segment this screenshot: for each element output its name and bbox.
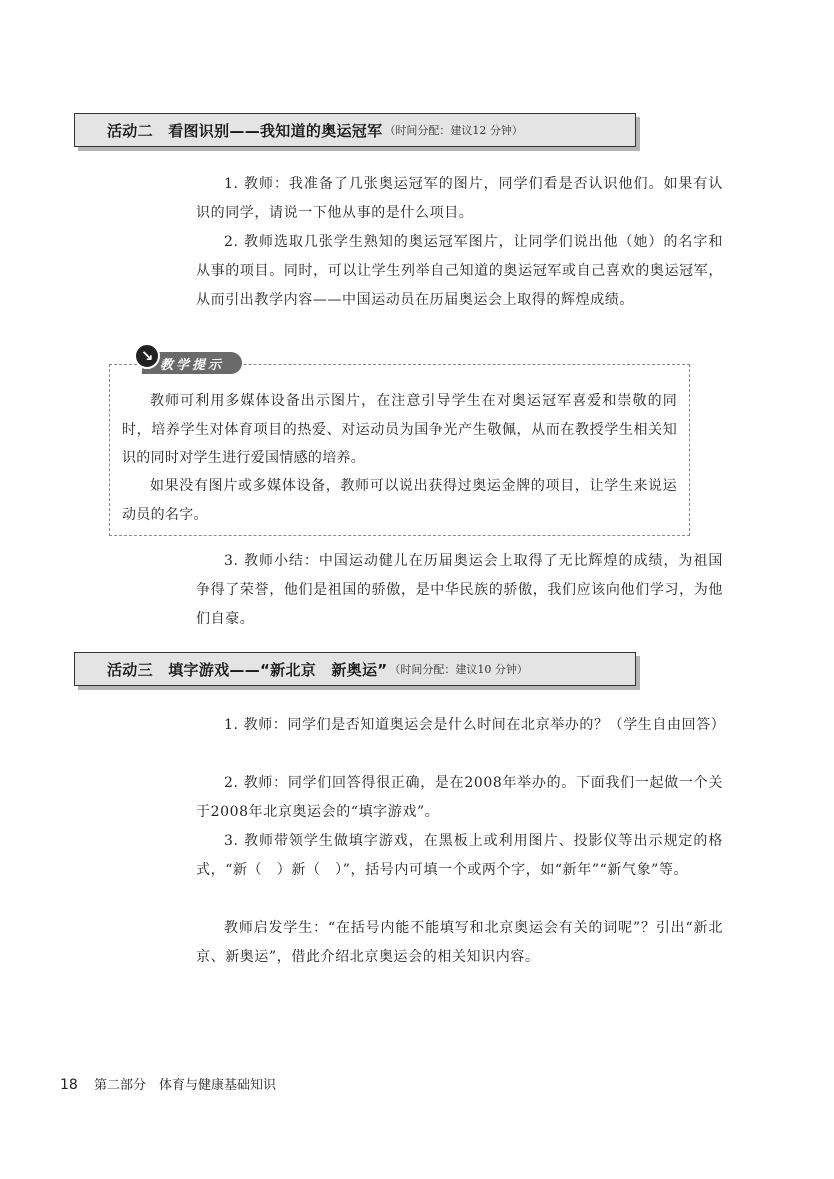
activity-3-paragraph-2: 2. 教师：同学们回答得很正确，是在2008年举办的。下面我们一起做一个关于2008年北京奥运会的“填字游戏”。 [196,775,723,820]
activity-3-paragraph-1: 1. 教师：同学们是否知道奥运会是什么时间在北京举办的？（学生自由回答） [224,717,726,733]
page-footer [60,1074,276,1093]
teaching-tip-paragraph-1: 教师可利用多媒体设备出示图片，在注意引导学生在对奥运冠军喜爱和崇敬的同时，培养学生对体育项目的热爱、对运动员为国争光产生敬佩，从而在教授学生相关知识的同时对学生进行爱国情感的培养。 [122,393,677,466]
activity-2-paragraph-2: 2. 教师选取几张学生熟知的奥运冠军图片，让同学们说出他（她）的名字和从事的项目。同时，可以让学生列举自己知道的奥运冠军或自己喜欢的奥运冠军，从而引出教学内容——中国运动员在历届奥运会上取得的辉煌成绩。 [196,234,723,308]
teaching-tip-paragraph-2: 如果没有图片或多媒体设备，教师可以说出获得过奥运金牌的项目，让学生来说运动员的名字。 [122,478,677,523]
activity-2-time: （时间分配：建议12 分钟） [384,124,523,137]
teaching-tip-label [134,344,242,372]
activity-3-paragraph-4: 教师启发学生：“在括号内能不能填写和北京奥运会有关的词呢”？引出“新北京、新奥运”，借此介绍北京奥运会的相关知识内容。 [196,920,723,965]
activity-3-paragraph-3: 3. 教师带领学生做填字游戏，在黑板上或利用图片、投影仪等出示规定的格式，“新（ ）新（ ）”，括号内可填一个或两个字，如“新年”“新气象”等。 [196,833,723,878]
activity-3-time: （时间分配：建议10 分钟） [389,663,528,676]
arrow-down-right-icon: ↘ [134,343,160,369]
activity-3-title: 活动三 填字游戏——“新北京 新奥运” [107,660,388,679]
page-number: 18 [60,1077,78,1093]
activity-2-header [74,113,636,147]
activity-3-header [74,652,636,686]
teacher-summary-paragraph: 3. 教师小结：中国运动健儿在历届奥运会上取得了无比辉煌的成绩，为祖国争得了荣誉，他们是祖国的骄傲，是中华民族的骄傲，我们应该向他们学习，为他们自豪。 [196,553,723,627]
activity-2-paragraph-1: 1. 教师：我准备了几张奥运冠军的图片，同学们看是否认识他们。如果有认识的同学，请说一下他从事的是什么项目。 [196,176,723,221]
section-title: 第二部分 体育与健康基础知识 [93,1078,276,1093]
activity-2-title: 活动二 看图识别——我知道的奥运冠军 [107,121,383,140]
teaching-tip-title: 教学提示 [142,352,242,374]
